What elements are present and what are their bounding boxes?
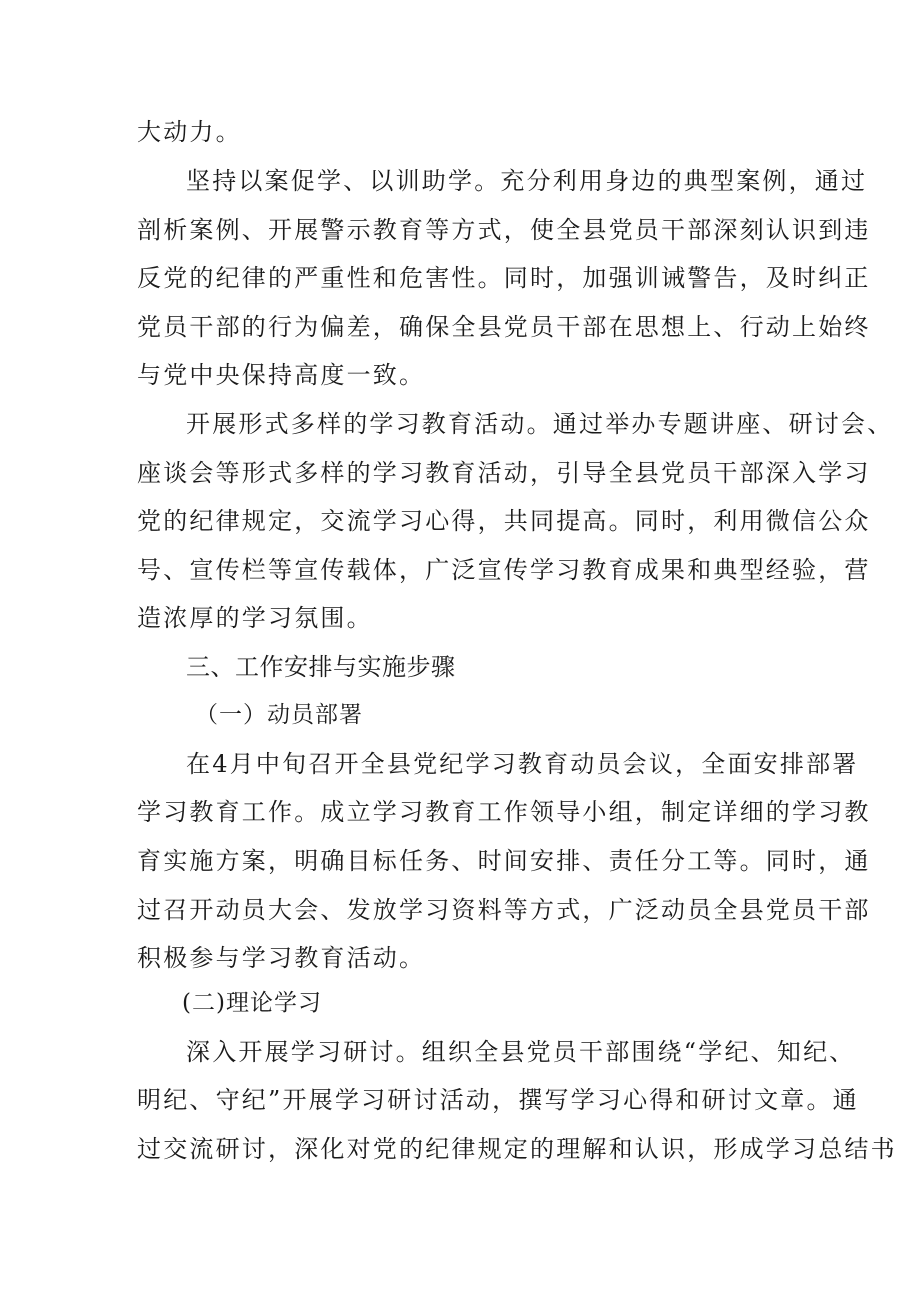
paragraph-line: 过交流研讨，深化对党的纪律规定的理解和认识，形成学习总结书 bbox=[137, 1135, 897, 1163]
paragraph-line: 座谈会等形式多样的学习教育活动，引导全县党员干部深入学习 bbox=[137, 459, 871, 487]
paragraph-line: 党员干部的行为偏差，确保全县党员干部在思想上、行动上始终 bbox=[137, 313, 871, 341]
subsection-heading-mobilization: （一）动员部署 bbox=[195, 702, 363, 728]
paragraph-line: 明纪、守纪”开展学习研讨活动，撰写学习心得和研讨文章。通 bbox=[137, 1086, 859, 1114]
paragraph-line: 剖析案例、开展警示教育等方式，使全县党员干部深刻认识到违 bbox=[137, 216, 871, 244]
paragraph-line: 过召开动员大会、发放学习资料等方式，广泛动员全县党员干部 bbox=[137, 896, 871, 924]
paragraph-line: 造浓厚的学习氛围。 bbox=[137, 604, 373, 632]
paragraph-line: 号、宣传栏等宣传载体，广泛宣传学习教育成果和典型经验，营 bbox=[137, 556, 871, 584]
subsection-heading-theory-study: (二)理论学习 bbox=[182, 990, 322, 1016]
paragraph-line: 积极参与学习教育活动。 bbox=[137, 944, 426, 972]
paragraph-line: 育实施方案，明确目标任务、时间安排、责任分工等。同时，通 bbox=[137, 847, 871, 875]
paragraph-line: 在4月中旬召开全县党纪学习教育动员会议，全面安排部署 bbox=[186, 750, 859, 778]
paragraph-line: 与党中央保持高度一致。 bbox=[137, 361, 426, 389]
paragraph-line: 开展形式多样的学习教育活动。通过举办专题讲座、研讨会、 bbox=[186, 410, 894, 438]
paragraph-line: 反党的纪律的严重性和危害性。同时，加强训诫警告，及时纠正 bbox=[137, 264, 871, 292]
paragraph-line: 党的纪律规定，交流学习心得，共同提高。同时，利用微信公众 bbox=[137, 507, 871, 535]
paragraph-line: 坚持以案促学、以训助学。充分利用身边的典型案例，通过 bbox=[186, 167, 868, 195]
section-heading: 三、工作安排与实施步骤 bbox=[186, 653, 456, 681]
paragraph-line: 大动力。 bbox=[137, 118, 242, 146]
paragraph-line: 学习教育工作。成立学习教育工作领导小组，制定详细的学习教 bbox=[137, 798, 871, 826]
paragraph-line: 深入开展学习研讨。组织全县党员干部围绕“学纪、知纪、 bbox=[186, 1038, 856, 1066]
